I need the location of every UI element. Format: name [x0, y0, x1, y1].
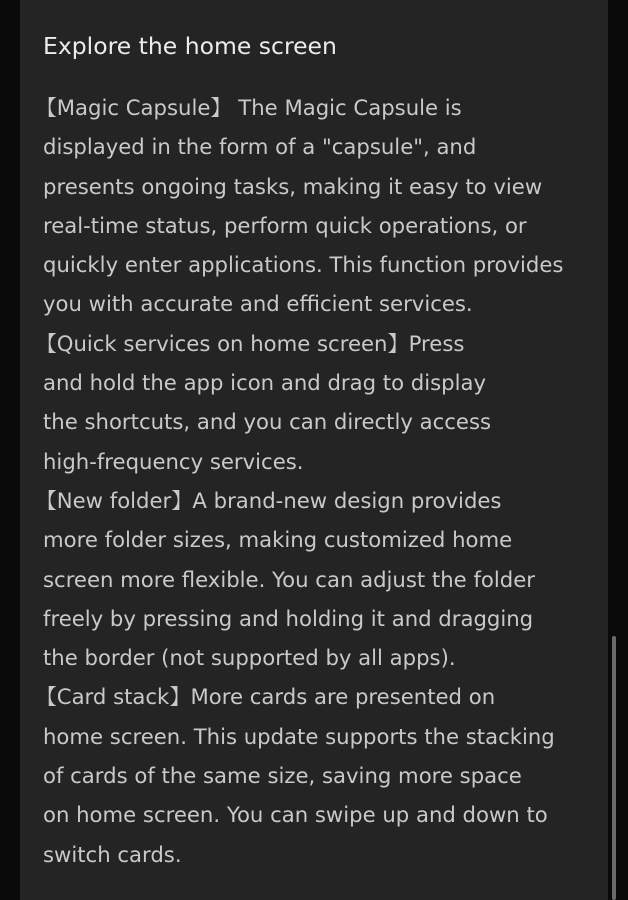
body-line: freely by pressing and holding it and dragging — [43, 605, 534, 631]
feature-heading-new-folder: 【New folder】A brand-new design provides — [35, 487, 502, 513]
scrollbar-thumb[interactable] — [612, 636, 616, 900]
body-line: screen more flexible. You can adjust the folder — [43, 566, 535, 592]
body-line: more folder sizes, making customized home — [43, 527, 513, 553]
feature-card — [20, 0, 608, 900]
body-line: home screen. This update supports the stacking — [43, 723, 555, 749]
body-line: and hold the app icon and drag to display — [43, 370, 487, 396]
body-line: switch cards. — [43, 841, 182, 867]
body-line: of cards of the same size, saving more space — [43, 763, 522, 789]
body-line: quickly enter applications. This function provides — [43, 252, 564, 278]
feature-heading-card-stack: 【Card stack】More cards are presented on — [35, 684, 496, 710]
body-line: on home screen. You can swipe up and down to — [43, 802, 548, 828]
feature-heading-magic-capsule: 【Magic Capsule】 The Magic Capsule is — [35, 95, 462, 120]
body-line: real-time status, perform quick operations, or — [43, 212, 527, 238]
body-line: you with accurate and efficient services. — [43, 291, 473, 317]
feature-heading-quick-services: 【Quick services on home screen】Press — [35, 330, 465, 356]
body-line: the border (not supported by all apps). — [43, 645, 456, 671]
body-line: presents ongoing tasks, making it easy to view — [43, 173, 543, 199]
body-line: high-frequency services. — [43, 448, 304, 474]
section-body — [35, 88, 603, 874]
section-title: Explore the home screen — [43, 32, 337, 60]
body-line: displayed in the form of a "capsule", and — [43, 134, 477, 160]
body-line: the shortcuts, and you can directly access — [43, 409, 492, 435]
